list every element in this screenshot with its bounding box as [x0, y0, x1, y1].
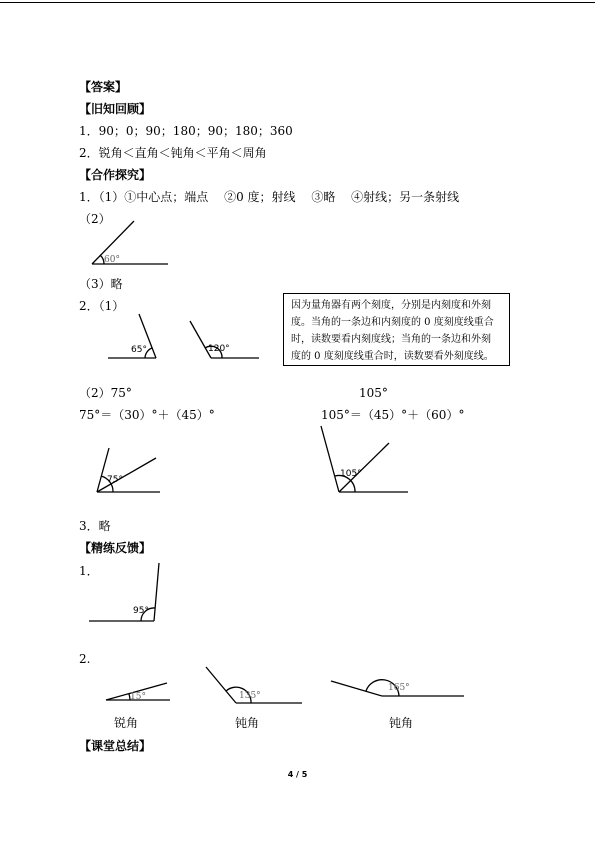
angle-65-label: 65° — [131, 345, 147, 355]
heading-explore: 【合作探究】 — [79, 168, 152, 182]
explore-line-3: （3）略 — [79, 277, 123, 291]
note-line-2: 度。当角的一条边和内刻度的 0 度刻度线重合 — [291, 317, 494, 328]
equation-75: 75°＝（30）°＋（45）° — [79, 408, 215, 422]
angle-105-label: 105° — [340, 469, 362, 479]
explore-line-4: 2．（1） — [79, 299, 125, 313]
note-line-4: 度的 0 度刻度线重合时，读数要看外刻度线。 — [291, 351, 494, 362]
equation-105: 105°＝（45）°＋（60）° — [321, 408, 465, 422]
angle-type-obtuse-2: 钝角 — [389, 716, 414, 730]
angle-60-label: 60° — [104, 255, 120, 265]
angle-120-label: 120° — [208, 344, 230, 354]
angle-105-figure — [321, 426, 408, 492]
note-line-1: 因为量角器有两个刻度，分别是内刻度和外刻 — [291, 300, 491, 311]
explore-line-5b: 105° — [359, 386, 388, 400]
angle-type-acute: 锐角 — [114, 716, 139, 730]
page-number: 4 / 5 — [287, 770, 308, 779]
heading-summary: 【课堂总结】 — [79, 739, 152, 753]
heading-review: 【旧知回顾】 — [79, 102, 152, 116]
practice-line-1: 1． — [79, 564, 99, 578]
angle-15-label: 15° — [130, 692, 146, 702]
practice-line-2: 2. — [79, 652, 91, 666]
explore-line-1: 1．（1）①中心点；端点 ②0 度；射线 ③略 ④射线；另一条射线 — [79, 190, 460, 204]
explore-line-2: （2） — [79, 212, 111, 226]
note-line-3: 时，读数要看内刻度线；当角的一条边和外刻 — [291, 334, 491, 345]
heading-practice: 【精练反馈】 — [79, 541, 152, 555]
heading-answer: 【答案】 — [79, 80, 128, 94]
angle-95-label: 95° — [133, 606, 149, 616]
review-line-1: 1．90；0；90；180；90；180；360 — [79, 124, 293, 138]
review-line-2: 2．锐角＜直角＜钝角＜平角＜周角 — [79, 146, 267, 160]
angle-75-label: 75° — [107, 475, 123, 485]
angle-165-label: 165° — [388, 683, 410, 693]
explore-line-5a: （2）75° — [79, 386, 132, 400]
angle-type-obtuse-1: 钝角 — [235, 716, 260, 730]
angle-135-label: 135° — [239, 691, 261, 701]
explore-line-6: 3．略 — [79, 519, 111, 533]
angle-75-figure — [97, 448, 160, 492]
